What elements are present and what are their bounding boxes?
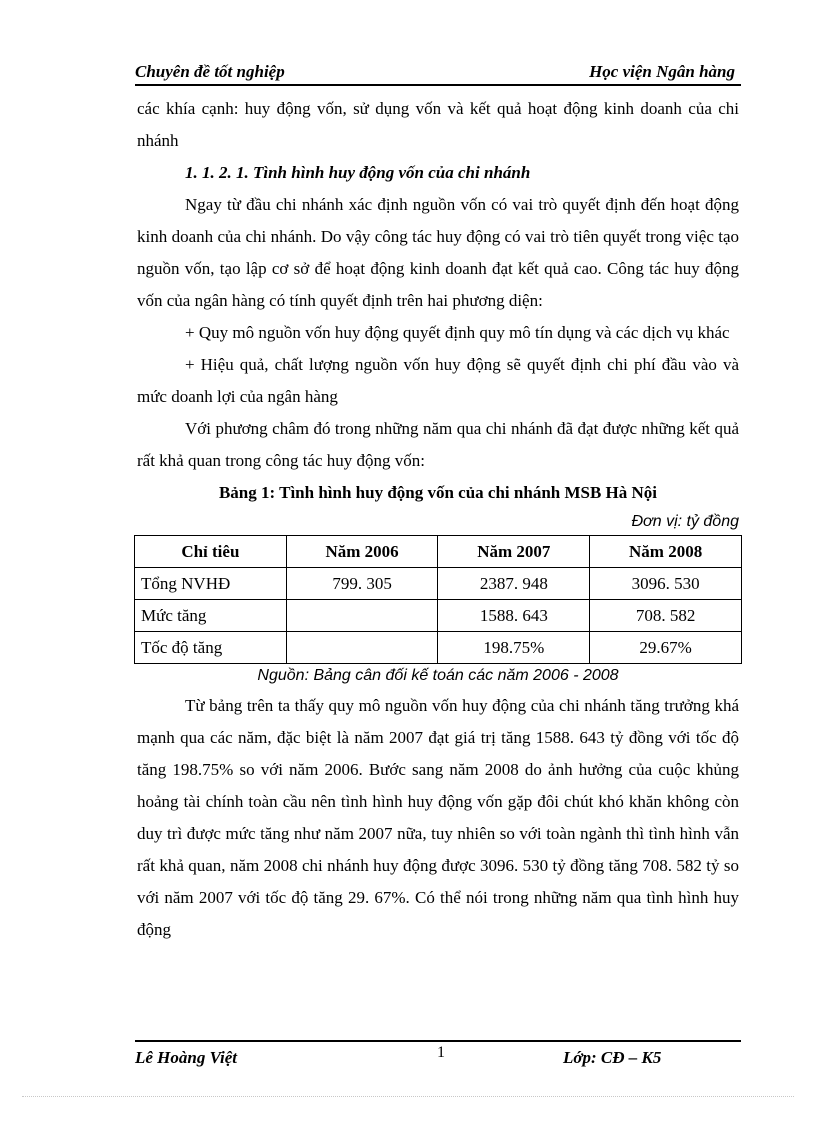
table-cell: 708. 582 xyxy=(590,600,742,632)
header-title: Chuyên đề tốt nghiệp xyxy=(135,62,285,81)
table-source: Nguồn: Bảng cân đối kế toán các năm 2006 - 2008 xyxy=(257,667,619,684)
table-cell xyxy=(286,632,438,664)
table-cell xyxy=(286,600,438,632)
paragraph-efficiency: + Hiệu quả, chất lượng nguồn vốn huy động sẽ quyết định chi phí đầu vào và mức doanh lợi của ngân hàng xyxy=(137,355,739,406)
table-header-row xyxy=(135,536,742,568)
page-number: 1 xyxy=(437,1044,445,1061)
page-bottom-divider xyxy=(22,1096,794,1097)
paragraph-intro: các khía cạnh: huy động vốn, sử dụng vốn và kết quả hoạt động kinh doanh của chi nhánh xyxy=(137,99,739,150)
table-cell: 2387. 948 xyxy=(438,568,590,600)
table-cell: Tổng NVHĐ xyxy=(135,568,287,600)
document-body xyxy=(137,93,739,946)
table-caption: Bảng 1: Tình hình huy động vốn của chi nhánh MSB Hà Nội xyxy=(218,483,658,502)
page-header xyxy=(135,60,741,86)
table-cell: 1588. 643 xyxy=(438,600,590,632)
table-cell: 799. 305 xyxy=(286,568,438,600)
table-unit: Đơn vị: tỷ đồng xyxy=(631,513,739,530)
table-cell: 198.75% xyxy=(438,632,590,664)
paragraph-analysis: Từ bảng trên ta thấy quy mô nguồn vốn huy động của chi nhánh tăng trưởng khá mạnh qua các năm, đặc biệt là năm 2007 đạt giá trị tăng 1588. 643 tỷ đồng với tốc độ tăng 198.75% so với năm 2006. Bước sang năm 2008 do ảnh hưởng của cuộc khủng hoảng tài chính toàn cầu nên tình hình huy động vốn gặp đôi chút khó khăn không còn duy trì được mức tăng như năm 2007 nữa, tuy nhiên so với toàn ngành thì tình hình vẫn rất khả quan, năm 2008 chi nhánh huy động được 3096. 530 tỷ đồng tăng 708. 582 tỷ so với năm 2007 với tốc độ tăng 29. 67%. Có thể nói trong những năm qua tình hình huy động xyxy=(137,696,739,939)
header-institution: Học viện Ngân hàng xyxy=(589,62,735,81)
column-header: Năm 2006 xyxy=(286,536,438,568)
column-header: Chỉ tiêu xyxy=(135,536,287,568)
section-heading: 1. 1. 2. 1. Tình hình huy động vốn của chi nhánh xyxy=(185,163,531,182)
paragraph-role-of-capital: Ngay từ đầu chi nhánh xác định nguồn vốn có vai trò quyết định đến hoạt động kinh doanh của chi nhánh. Do vậy công tác huy động có vai trò tiên quyết trong việc tạo nguồn vốn, tạo lập cơ sở để hoạt động kinh doanh đạt kết quả cao. Công tác huy động vốn của ngân hàng có tính quyết định trên hai phương diện: xyxy=(137,195,739,310)
page-footer xyxy=(135,1040,741,1070)
table-row xyxy=(135,600,742,632)
capital-table xyxy=(134,535,742,664)
table-cell: Tốc độ tăng xyxy=(135,632,287,664)
column-header: Năm 2008 xyxy=(590,536,742,568)
column-header: Năm 2007 xyxy=(438,536,590,568)
table-cell: 3096. 530 xyxy=(590,568,742,600)
table-row xyxy=(135,568,742,600)
table-row xyxy=(135,632,742,664)
table-cell: 29.67% xyxy=(590,632,742,664)
footer-author: Lê Hoàng Việt xyxy=(135,1048,237,1067)
paragraph-scale: + Quy mô nguồn vốn huy động quyết định quy mô tín dụng và các dịch vụ khác xyxy=(185,323,730,342)
table-cell: Mức tăng xyxy=(135,600,287,632)
footer-class: Lớp: CĐ – K5 xyxy=(563,1048,662,1067)
paragraph-motto: Với phương châm đó trong những năm qua chi nhánh đã đạt được những kết quả rất khả quan trong công tác huy động vốn: xyxy=(137,419,739,470)
